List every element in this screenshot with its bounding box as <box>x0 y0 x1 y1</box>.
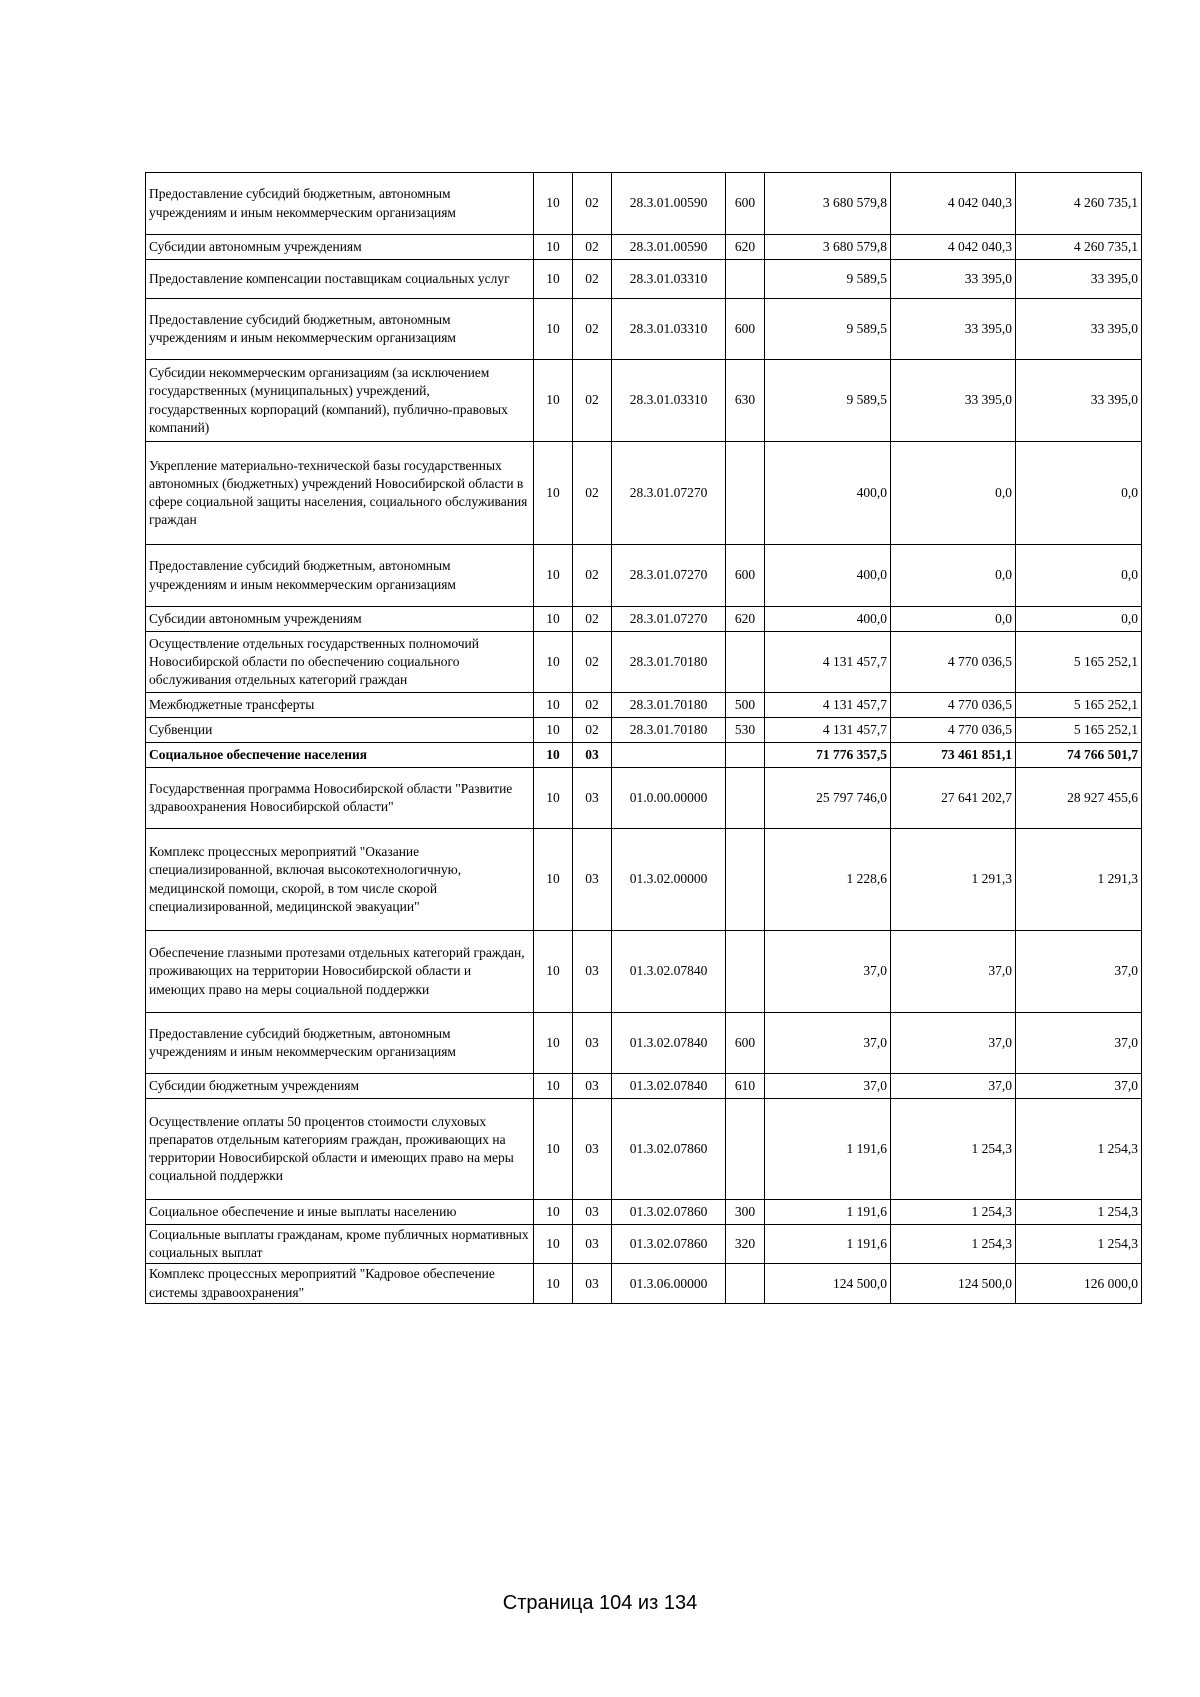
table-row <box>146 545 1142 607</box>
cell-subsection: 03 <box>573 768 612 829</box>
cell-section: 10 <box>534 1264 573 1303</box>
cell-target-article: 01.3.02.07840 <box>612 1074 726 1099</box>
cell-expense-type <box>726 768 765 829</box>
table-row <box>146 1225 1142 1264</box>
cell-amount-year-1: 37,0 <box>765 931 891 1013</box>
table-row <box>146 1264 1142 1303</box>
table-row <box>146 743 1142 768</box>
cell-name: Укрепление материально-технической базы государственных автономных (бюджетных) учреждений Новосибирской области в сфере социальной защиты населения, социального обслуживания граждан <box>146 442 534 545</box>
table-row <box>146 1074 1142 1099</box>
cell-amount-year-1: 1 228,6 <box>765 829 891 931</box>
cell-target-article: 01.3.02.07840 <box>612 931 726 1013</box>
cell-expense-type <box>726 931 765 1013</box>
cell-subsection: 02 <box>573 693 612 718</box>
cell-amount-year-3: 37,0 <box>1016 1074 1142 1099</box>
table-row <box>146 632 1142 693</box>
cell-section: 10 <box>534 260 573 299</box>
cell-amount-year-1: 1 191,6 <box>765 1099 891 1200</box>
cell-amount-year-2: 33 395,0 <box>891 360 1016 442</box>
cell-amount-year-2: 124 500,0 <box>891 1264 1016 1303</box>
cell-name: Комплекс процессных мероприятий "Оказание специализированной, включая высокотехнологичную, медицинской помощи, скорой, в том числе скорой специализированной, медицинской эвакуации" <box>146 829 534 931</box>
cell-expense-type: 630 <box>726 360 765 442</box>
table-row <box>146 442 1142 545</box>
cell-amount-year-1: 400,0 <box>765 545 891 607</box>
cell-name: Комплекс процессных мероприятий "Кадровое обеспечение системы здравоохранения" <box>146 1264 534 1303</box>
cell-section: 10 <box>534 299 573 360</box>
cell-expense-type: 620 <box>726 235 765 260</box>
cell-amount-year-2: 0,0 <box>891 607 1016 632</box>
cell-name: Субсидии бюджетным учреждениям <box>146 1074 534 1099</box>
cell-section: 10 <box>534 1225 573 1264</box>
table-row <box>146 360 1142 442</box>
cell-amount-year-1: 400,0 <box>765 607 891 632</box>
cell-target-article: 28.3.01.00590 <box>612 235 726 260</box>
cell-subsection: 03 <box>573 1099 612 1200</box>
cell-amount-year-1: 124 500,0 <box>765 1264 891 1303</box>
cell-subsection: 03 <box>573 1074 612 1099</box>
cell-amount-year-2: 4 770 036,5 <box>891 693 1016 718</box>
cell-name: Субвенции <box>146 718 534 743</box>
cell-amount-year-3: 126 000,0 <box>1016 1264 1142 1303</box>
cell-subsection: 02 <box>573 442 612 545</box>
cell-subsection: 03 <box>573 1013 612 1074</box>
cell-target-article: 01.3.02.00000 <box>612 829 726 931</box>
cell-expense-type <box>726 743 765 768</box>
cell-name: Межбюджетные трансферты <box>146 693 534 718</box>
cell-amount-year-2: 37,0 <box>891 1013 1016 1074</box>
cell-amount-year-1: 1 191,6 <box>765 1200 891 1225</box>
cell-amount-year-3: 37,0 <box>1016 1013 1142 1074</box>
cell-amount-year-1: 1 191,6 <box>765 1225 891 1264</box>
cell-amount-year-3: 28 927 455,6 <box>1016 768 1142 829</box>
cell-expense-type <box>726 632 765 693</box>
table-row <box>146 1013 1142 1074</box>
cell-amount-year-3: 33 395,0 <box>1016 299 1142 360</box>
cell-amount-year-1: 37,0 <box>765 1074 891 1099</box>
cell-section: 10 <box>534 360 573 442</box>
cell-section: 10 <box>534 545 573 607</box>
cell-amount-year-1: 37,0 <box>765 1013 891 1074</box>
cell-name: Субсидии автономным учреждениям <box>146 235 534 260</box>
cell-expense-type: 600 <box>726 1013 765 1074</box>
cell-target-article: 28.3.01.03310 <box>612 360 726 442</box>
cell-amount-year-1: 4 131 457,7 <box>765 693 891 718</box>
cell-amount-year-2: 37,0 <box>891 1074 1016 1099</box>
cell-target-article: 01.3.02.07840 <box>612 1013 726 1074</box>
cell-target-article: 28.3.01.07270 <box>612 442 726 545</box>
cell-name: Государственная программа Новосибирской области "Развитие здравоохранения Новосибирской области" <box>146 768 534 829</box>
cell-amount-year-3: 0,0 <box>1016 442 1142 545</box>
cell-expense-type <box>726 829 765 931</box>
table-row <box>146 718 1142 743</box>
cell-subsection: 03 <box>573 1264 612 1303</box>
cell-amount-year-3: 5 165 252,1 <box>1016 693 1142 718</box>
cell-target-article: 28.3.01.70180 <box>612 718 726 743</box>
cell-amount-year-1: 25 797 746,0 <box>765 768 891 829</box>
cell-amount-year-3: 5 165 252,1 <box>1016 632 1142 693</box>
cell-name: Осуществление отдельных государственных полномочий Новосибирской области по обеспечению социального обслуживания отдельных категорий граждан <box>146 632 534 693</box>
cell-target-article: 01.3.02.07860 <box>612 1200 726 1225</box>
cell-expense-type: 320 <box>726 1225 765 1264</box>
table-row <box>146 1200 1142 1225</box>
cell-target-article: 01.3.02.07860 <box>612 1225 726 1264</box>
cell-section: 10 <box>534 1013 573 1074</box>
cell-section: 10 <box>534 768 573 829</box>
cell-amount-year-1: 9 589,5 <box>765 299 891 360</box>
cell-amount-year-3: 1 254,3 <box>1016 1225 1142 1264</box>
cell-amount-year-2: 37,0 <box>891 931 1016 1013</box>
cell-amount-year-1: 3 680 579,8 <box>765 235 891 260</box>
cell-amount-year-3: 5 165 252,1 <box>1016 718 1142 743</box>
cell-expense-type <box>726 1264 765 1303</box>
table-row <box>146 235 1142 260</box>
cell-section: 10 <box>534 173 573 235</box>
table-row <box>146 931 1142 1013</box>
table-row <box>146 173 1142 235</box>
table-row <box>146 829 1142 931</box>
cell-amount-year-2: 1 254,3 <box>891 1099 1016 1200</box>
cell-section: 10 <box>534 1200 573 1225</box>
cell-subsection: 02 <box>573 260 612 299</box>
cell-section: 10 <box>534 931 573 1013</box>
table-row <box>146 607 1142 632</box>
cell-name: Обеспечение глазными протезами отдельных категорий граждан, проживающих на территории Новосибирской области и имеющих право на меры социальной поддержки <box>146 931 534 1013</box>
cell-target-article: 01.0.00.00000 <box>612 768 726 829</box>
cell-subsection: 02 <box>573 718 612 743</box>
cell-name: Осуществление оплаты 50 процентов стоимости слуховых препаратов отдельным категориям граждан, проживающих на территории Новосибирской области и имеющих право на меры социальной поддержки <box>146 1099 534 1200</box>
cell-expense-type <box>726 1099 765 1200</box>
budget-table <box>145 172 1142 1304</box>
cell-amount-year-2: 33 395,0 <box>891 299 1016 360</box>
cell-section: 10 <box>534 442 573 545</box>
cell-amount-year-3: 1 254,3 <box>1016 1099 1142 1200</box>
cell-section: 10 <box>534 1099 573 1200</box>
table-body <box>146 173 1142 1304</box>
cell-subsection: 02 <box>573 235 612 260</box>
cell-amount-year-3: 1 254,3 <box>1016 1200 1142 1225</box>
cell-name: Субсидии автономным учреждениям <box>146 607 534 632</box>
table-row <box>146 260 1142 299</box>
cell-subsection: 03 <box>573 1225 612 1264</box>
cell-section: 10 <box>534 607 573 632</box>
cell-subsection: 02 <box>573 545 612 607</box>
cell-target-article: 28.3.01.03310 <box>612 299 726 360</box>
cell-subsection: 02 <box>573 632 612 693</box>
cell-target-article: 01.3.06.00000 <box>612 1264 726 1303</box>
cell-amount-year-2: 33 395,0 <box>891 260 1016 299</box>
table-row <box>146 1099 1142 1200</box>
cell-amount-year-1: 400,0 <box>765 442 891 545</box>
cell-name: Предоставление компенсации поставщикам социальных услуг <box>146 260 534 299</box>
cell-amount-year-2: 4 042 040,3 <box>891 173 1016 235</box>
cell-expense-type: 600 <box>726 173 765 235</box>
cell-amount-year-3: 37,0 <box>1016 931 1142 1013</box>
cell-target-article: 28.3.01.07270 <box>612 607 726 632</box>
cell-amount-year-2: 1 291,3 <box>891 829 1016 931</box>
cell-amount-year-2: 1 254,3 <box>891 1200 1016 1225</box>
cell-subsection: 03 <box>573 931 612 1013</box>
cell-section: 10 <box>534 718 573 743</box>
cell-amount-year-2: 27 641 202,7 <box>891 768 1016 829</box>
cell-amount-year-2: 0,0 <box>891 545 1016 607</box>
cell-section: 10 <box>534 1074 573 1099</box>
cell-target-article: 01.3.02.07860 <box>612 1099 726 1200</box>
cell-expense-type: 600 <box>726 299 765 360</box>
cell-subsection: 03 <box>573 1200 612 1225</box>
cell-amount-year-2: 1 254,3 <box>891 1225 1016 1264</box>
cell-subsection: 03 <box>573 829 612 931</box>
cell-amount-year-3: 1 291,3 <box>1016 829 1142 931</box>
cell-target-article: 28.3.01.70180 <box>612 632 726 693</box>
cell-name: Социальные выплаты гражданам, кроме публичных нормативных социальных выплат <box>146 1225 534 1264</box>
cell-amount-year-1: 9 589,5 <box>765 360 891 442</box>
cell-target-article: 28.3.01.00590 <box>612 173 726 235</box>
cell-name: Социальное обеспечение и иные выплаты населению <box>146 1200 534 1225</box>
cell-amount-year-3: 0,0 <box>1016 607 1142 632</box>
cell-amount-year-1: 4 131 457,7 <box>765 718 891 743</box>
cell-amount-year-2: 0,0 <box>891 442 1016 545</box>
cell-amount-year-1: 9 589,5 <box>765 260 891 299</box>
cell-amount-year-3: 33 395,0 <box>1016 360 1142 442</box>
cell-subsection: 02 <box>573 607 612 632</box>
cell-amount-year-3: 4 260 735,1 <box>1016 235 1142 260</box>
cell-section: 10 <box>534 632 573 693</box>
table-row <box>146 768 1142 829</box>
cell-expense-type: 530 <box>726 718 765 743</box>
cell-subsection: 02 <box>573 173 612 235</box>
cell-section: 10 <box>534 829 573 931</box>
table-row <box>146 299 1142 360</box>
cell-expense-type <box>726 442 765 545</box>
cell-amount-year-3: 4 260 735,1 <box>1016 173 1142 235</box>
cell-section: 10 <box>534 693 573 718</box>
cell-amount-year-3: 74 766 501,7 <box>1016 743 1142 768</box>
cell-amount-year-2: 4 770 036,5 <box>891 632 1016 693</box>
table-row <box>146 693 1142 718</box>
cell-amount-year-3: 33 395,0 <box>1016 260 1142 299</box>
cell-target-article: 28.3.01.70180 <box>612 693 726 718</box>
cell-expense-type <box>726 260 765 299</box>
cell-expense-type: 600 <box>726 545 765 607</box>
cell-target-article: 28.3.01.07270 <box>612 545 726 607</box>
cell-target-article <box>612 743 726 768</box>
cell-subsection: 02 <box>573 360 612 442</box>
cell-expense-type: 300 <box>726 1200 765 1225</box>
cell-amount-year-1: 71 776 357,5 <box>765 743 891 768</box>
cell-amount-year-3: 0,0 <box>1016 545 1142 607</box>
cell-expense-type: 610 <box>726 1074 765 1099</box>
cell-target-article: 28.3.01.03310 <box>612 260 726 299</box>
cell-name: Предоставление субсидий бюджетным, автономным учреждениям и иным некоммерческим организациям <box>146 299 534 360</box>
cell-section: 10 <box>534 235 573 260</box>
page-number: Страница 104 из 134 <box>502 1592 698 1614</box>
cell-subsection: 03 <box>573 743 612 768</box>
cell-name: Предоставление субсидий бюджетным, автономным учреждениям и иным некоммерческим организациям <box>146 1013 534 1074</box>
cell-amount-year-1: 3 680 579,8 <box>765 173 891 235</box>
cell-amount-year-2: 73 461 851,1 <box>891 743 1016 768</box>
cell-section: 10 <box>534 743 573 768</box>
cell-amount-year-2: 4 042 040,3 <box>891 235 1016 260</box>
cell-name: Субсидии некоммерческим организациям (за исключением государственных (муниципальных) учреждений, государственных корпораций (компаний), публично-правовых компаний) <box>146 360 534 442</box>
cell-name: Предоставление субсидий бюджетным, автономным учреждениям и иным некоммерческим организациям <box>146 173 534 235</box>
cell-amount-year-2: 4 770 036,5 <box>891 718 1016 743</box>
cell-expense-type: 620 <box>726 607 765 632</box>
cell-amount-year-1: 4 131 457,7 <box>765 632 891 693</box>
cell-name: Предоставление субсидий бюджетным, автономным учреждениям и иным некоммерческим организациям <box>146 545 534 607</box>
cell-name: Социальное обеспечение населения <box>146 743 534 768</box>
cell-expense-type: 500 <box>726 693 765 718</box>
cell-subsection: 02 <box>573 299 612 360</box>
